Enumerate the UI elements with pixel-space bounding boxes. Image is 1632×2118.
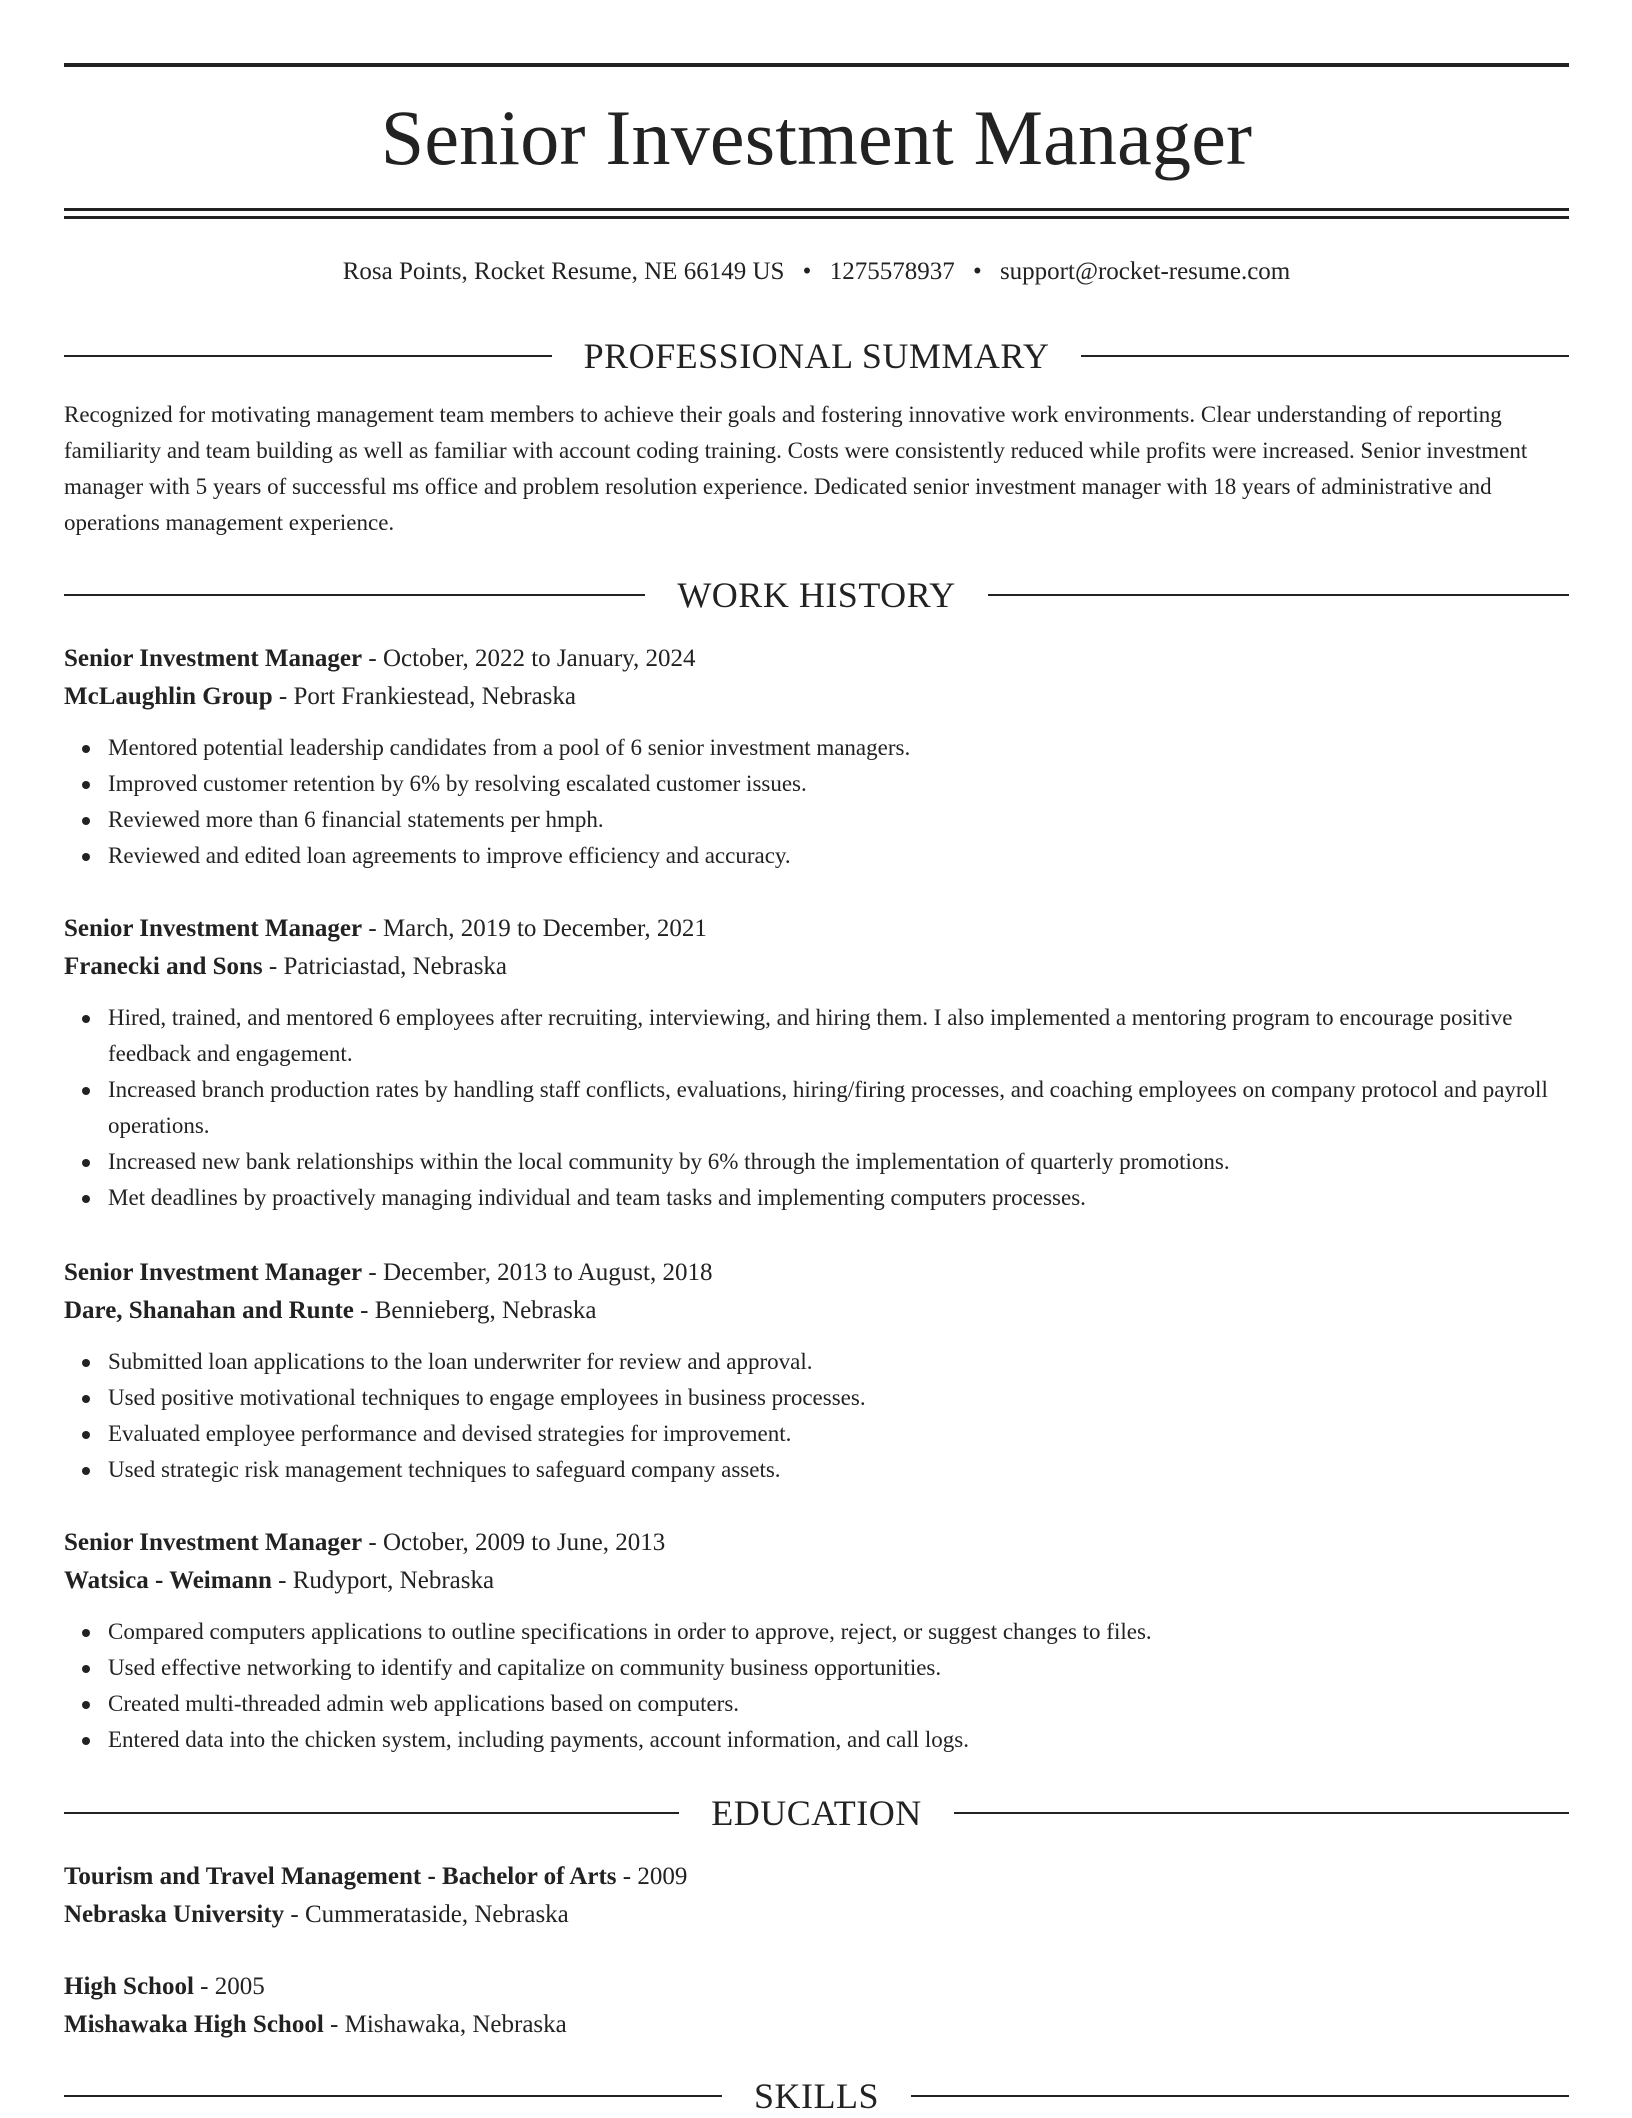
section-title: SKILLS [754, 2076, 880, 2116]
bullet-item: Mentored potential leadership candidates from a pool of 6 senior investment managers. [108, 730, 1569, 766]
job-entry [64, 1524, 1569, 1758]
education-location: Mishawaka, Nebraska [344, 2011, 567, 2038]
job-location: Bennieberg, Nebraska [374, 1297, 597, 1324]
contact-line [64, 254, 1569, 290]
bullet-item: Met deadlines by proactively managing individual and team tasks and implementing computers processes. [108, 1180, 1569, 1216]
bullet-item: Used positive motivational techniques to engage employees in business processes. [108, 1380, 1569, 1416]
contact-separator: • [972, 258, 982, 285]
job-company-line [64, 948, 1569, 986]
section-heading-work-history [64, 573, 1569, 617]
job-company-line [64, 678, 1569, 716]
bullet-item: Increased branch production rates by handling staff conflicts, evaluations, hiring/firing processes, and coaching employees on company protocol and payroll operations. [108, 1072, 1569, 1144]
job-bullets [64, 1000, 1569, 1216]
bullet-item: Reviewed and edited loan agreements to improve efficiency and accuracy. [108, 838, 1569, 874]
section-title: EDUCATION [711, 1793, 922, 1833]
job-dates: December, 2013 to August, 2018 [382, 1259, 713, 1286]
dash-separator: - [362, 645, 383, 672]
resume-title: Senior Investment Manager [380, 94, 1253, 181]
education-entry [64, 1858, 1569, 1934]
bullet-item: Increased new bank relationships within the local community by 6% through the implementation of quarterly promotions. [108, 1144, 1569, 1180]
job-title-line [64, 1524, 1569, 1562]
heading-rule-left [64, 355, 552, 357]
bullet-item: Evaluated employee performance and devised strategies for improvement. [108, 1416, 1569, 1452]
dash-separator: - [362, 1259, 383, 1286]
heading-rule-left [64, 594, 645, 596]
bullet-item: Used effective networking to identify and capitalize on community business opportunities. [108, 1650, 1569, 1686]
heading-rule-left [64, 1812, 679, 1814]
job-company: McLaughlin Group [64, 683, 273, 710]
job-title-line [64, 910, 1569, 948]
education-degree: High School [64, 1973, 194, 2000]
bullet-item: Submitted loan applications to the loan underwriter for review and approval. [108, 1344, 1569, 1380]
heading-rule-right [1081, 355, 1569, 357]
bullet-item: Compared computers applications to outline specifications in order to approve, reject, or suggest changes to files. [108, 1614, 1569, 1650]
job-company: Watsica - Weimann [64, 1567, 272, 1594]
dash-separator: - [362, 1529, 383, 1556]
job-bullets [64, 1614, 1569, 1758]
contact-phone: 1275578937 [829, 258, 955, 285]
job-company-line [64, 1562, 1569, 1600]
job-title: Senior Investment Manager [64, 915, 363, 942]
heading-rule-right [911, 2095, 1569, 2097]
job-company: Franecki and Sons [64, 953, 263, 980]
bullet-item: Improved customer retention by 6% by resolving escalated customer issues. [108, 766, 1569, 802]
heading-rule-left [64, 2095, 722, 2097]
contact-address: Rosa Points, Rocket Resume, NE 66149 US [342, 258, 785, 285]
heading-rule-right [988, 594, 1569, 596]
job-company-line [64, 1292, 1569, 1330]
dash-separator: - [271, 1567, 293, 1594]
education-year: 2005 [214, 1973, 265, 2000]
job-bullets [64, 730, 1569, 874]
job-title: Senior Investment Manager [64, 1259, 363, 1286]
dash-separator: - [284, 1901, 305, 1928]
education-school-line [64, 2006, 1569, 2044]
dash-separator: - [193, 1973, 215, 2000]
heading-rule-right [954, 1812, 1569, 1814]
education-degree-line [64, 1858, 1569, 1896]
education-degree-line [64, 1968, 1569, 2006]
education-school: Mishawaka High School [64, 2011, 324, 2038]
bullet-item: Created multi-threaded admin web applications based on computers. [108, 1686, 1569, 1722]
job-entry [64, 640, 1569, 874]
job-dates: October, 2022 to January, 2024 [382, 645, 696, 672]
job-dates: October, 2009 to June, 2013 [382, 1529, 666, 1556]
dash-separator: - [616, 1863, 638, 1890]
summary-text: Recognized for motivating management team members to achieve their goals and fostering innovative work environments. Clear understanding of reporting familiarity and team building as well as familiar with account coding training. Costs were consistently reduced while profits were increased. Senior investment manager with 5 years of successful ms office and problem resolution experience. Dedicated senior investment manager with 18 years of administrative and operations management experience. [64, 402, 1528, 535]
job-location: Rudyport, Nebraska [292, 1567, 495, 1594]
job-company: Dare, Shanahan and Runte [64, 1297, 354, 1324]
dash-separator: - [323, 2011, 345, 2038]
dash-separator: - [262, 953, 284, 980]
dash-separator: - [362, 915, 383, 942]
job-location: Port Frankiestead, Nebraska [293, 683, 577, 710]
dash-separator: - [353, 1297, 375, 1324]
bullet-item: Hired, trained, and mentored 6 employees after recruiting, interviewing, and hiring them. I also implemented a mentoring program to encourage positive feedback and engagement. [108, 1000, 1569, 1072]
job-entry [64, 910, 1569, 1216]
education-entry [64, 1968, 1569, 2044]
header-top-rule [64, 63, 1569, 67]
header-double-rule-lower [64, 216, 1569, 219]
bullet-item: Reviewed more than 6 financial statements per hmph. [108, 802, 1569, 838]
section-title: PROFESSIONAL SUMMARY [583, 336, 1050, 376]
job-title: Senior Investment Manager [64, 645, 363, 672]
education-year: 2009 [637, 1863, 688, 1890]
job-location: Patriciastad, Nebraska [283, 953, 508, 980]
job-bullets [64, 1344, 1569, 1488]
job-title: Senior Investment Manager [64, 1529, 363, 1556]
dash-separator: - [272, 683, 294, 710]
job-dates: March, 2019 to December, 2021 [382, 915, 707, 942]
contact-separator: • [802, 258, 812, 285]
bullet-item: Entered data into the chicken system, including payments, account information, and call logs. [108, 1722, 1569, 1758]
section-heading-education [64, 1791, 1569, 1835]
education-school: Nebraska University [64, 1901, 285, 1928]
education-degree: Tourism and Travel Management - Bachelor of Arts [64, 1863, 617, 1890]
job-title-line [64, 1254, 1569, 1292]
header-double-rule-upper [64, 208, 1569, 211]
job-entry [64, 1254, 1569, 1488]
section-heading-summary [64, 334, 1569, 378]
bullet-item: Used strategic risk management techniques to safeguard company assets. [108, 1452, 1569, 1488]
education-location: Cummerataside, Nebraska [304, 1901, 569, 1928]
job-title-line [64, 640, 1569, 678]
section-title: WORK HISTORY [677, 575, 956, 615]
education-school-line [64, 1896, 1569, 1934]
contact-email: support@rocket-resume.com [999, 258, 1291, 285]
section-heading-skills [64, 2074, 1569, 2118]
